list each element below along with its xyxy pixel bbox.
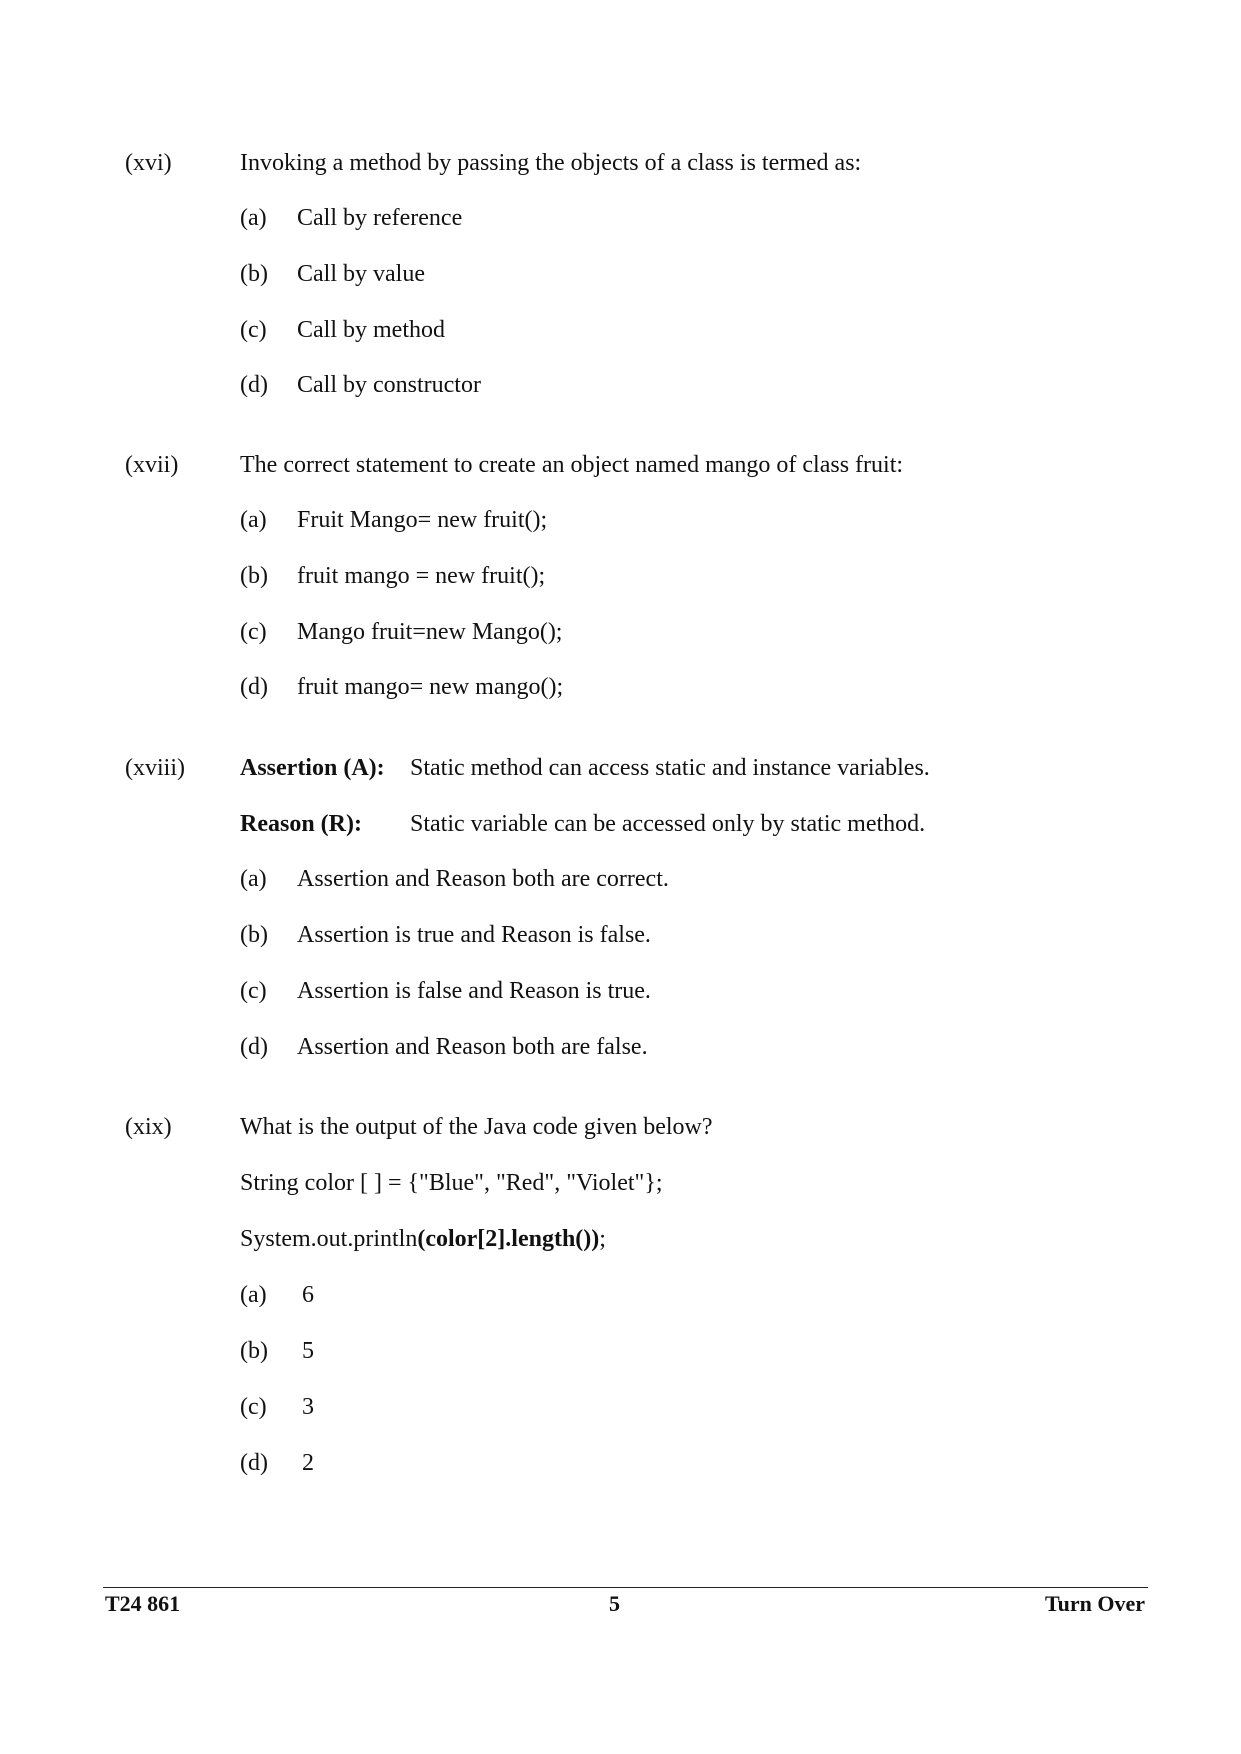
question-text: What is the output of the Java code given below? [240, 1114, 713, 1140]
option-label: (c) [240, 978, 267, 1004]
option-text: Call by reference [297, 205, 463, 231]
option-label: (b) [240, 1338, 268, 1364]
option-label: (d) [240, 1450, 268, 1476]
option-text: fruit mango= new mango(); [297, 674, 564, 700]
option-label: (a) [240, 507, 267, 533]
option-text: Call by method [297, 317, 445, 343]
option-text: Assertion is false and Reason is true. [297, 978, 651, 1004]
option-text: Assertion is true and Reason is false. [297, 922, 651, 948]
option-text: Call by constructor [297, 372, 481, 398]
option-label: (c) [240, 317, 267, 343]
option-text: Assertion and Reason both are correct. [297, 866, 669, 892]
reason-line [240, 811, 925, 838]
question-number: (xviii) [125, 755, 185, 781]
option-c [240, 1394, 314, 1421]
option-b [240, 563, 545, 590]
option-text: Fruit Mango= new fruit(); [297, 507, 548, 533]
option-text: Call by value [297, 261, 425, 287]
code-prefix: System.out.println [240, 1226, 418, 1252]
option-text: fruit mango = new fruit(); [297, 563, 546, 589]
assertion-text: Static method can access static and instance variables. [410, 755, 930, 781]
option-label: (b) [240, 261, 268, 287]
option-c [240, 978, 651, 1005]
footer-paper-code: T24 861 [105, 1591, 181, 1616]
option-text: Mango fruit=new Mango(); [297, 619, 563, 645]
option-a [240, 866, 669, 893]
question-text: Invoking a method by passing the objects of a class is termed as: [240, 150, 862, 176]
question-text: The correct statement to create an object named mango of class fruit: [240, 452, 904, 478]
code-suffix: ; [599, 1226, 606, 1252]
option-d [240, 372, 481, 399]
option-label: (c) [240, 619, 267, 645]
option-d [240, 1034, 648, 1061]
option-label: (b) [240, 922, 268, 948]
option-b [240, 922, 651, 949]
footer-divider [103, 1587, 1148, 1588]
option-label: (a) [240, 1282, 267, 1308]
option-text: 6 [302, 1282, 314, 1308]
option-a [240, 205, 462, 232]
option-label: (d) [240, 1034, 268, 1060]
option-b [240, 1338, 314, 1365]
option-label: (c) [240, 1394, 267, 1420]
option-text: 5 [302, 1338, 314, 1364]
code-line-1: String color [ ] = {"Blue", "Red", "Violet"}; [240, 1170, 663, 1196]
code-line-2 [240, 1226, 606, 1253]
option-text: 3 [302, 1394, 314, 1420]
option-label: (a) [240, 205, 267, 231]
option-b [240, 261, 425, 288]
question-number: (xvii) [125, 452, 179, 478]
option-a [240, 1282, 314, 1309]
option-label: (a) [240, 866, 267, 892]
option-a [240, 507, 547, 534]
footer-page-number: 5 [609, 1591, 620, 1616]
code-bold: (color[2].length()) [417, 1226, 600, 1252]
option-d [240, 674, 563, 701]
reason-text: Static variable can be accessed only by static method. [410, 811, 926, 837]
option-label: (b) [240, 563, 268, 589]
assertion-line [240, 755, 930, 782]
option-label: (d) [240, 674, 268, 700]
assertion-label: Assertion (A): [240, 755, 385, 781]
option-label: (d) [240, 372, 268, 398]
reason-label: Reason (R): [240, 811, 362, 837]
question-number: (xix) [125, 1114, 172, 1140]
option-c [240, 317, 445, 344]
option-text: 2 [302, 1450, 314, 1476]
question-number: (xvi) [125, 150, 172, 176]
option-d [240, 1450, 314, 1477]
option-text: Assertion and Reason both are false. [297, 1034, 648, 1060]
option-c [240, 619, 562, 646]
footer-turn-over: Turn Over [1044, 1591, 1145, 1616]
